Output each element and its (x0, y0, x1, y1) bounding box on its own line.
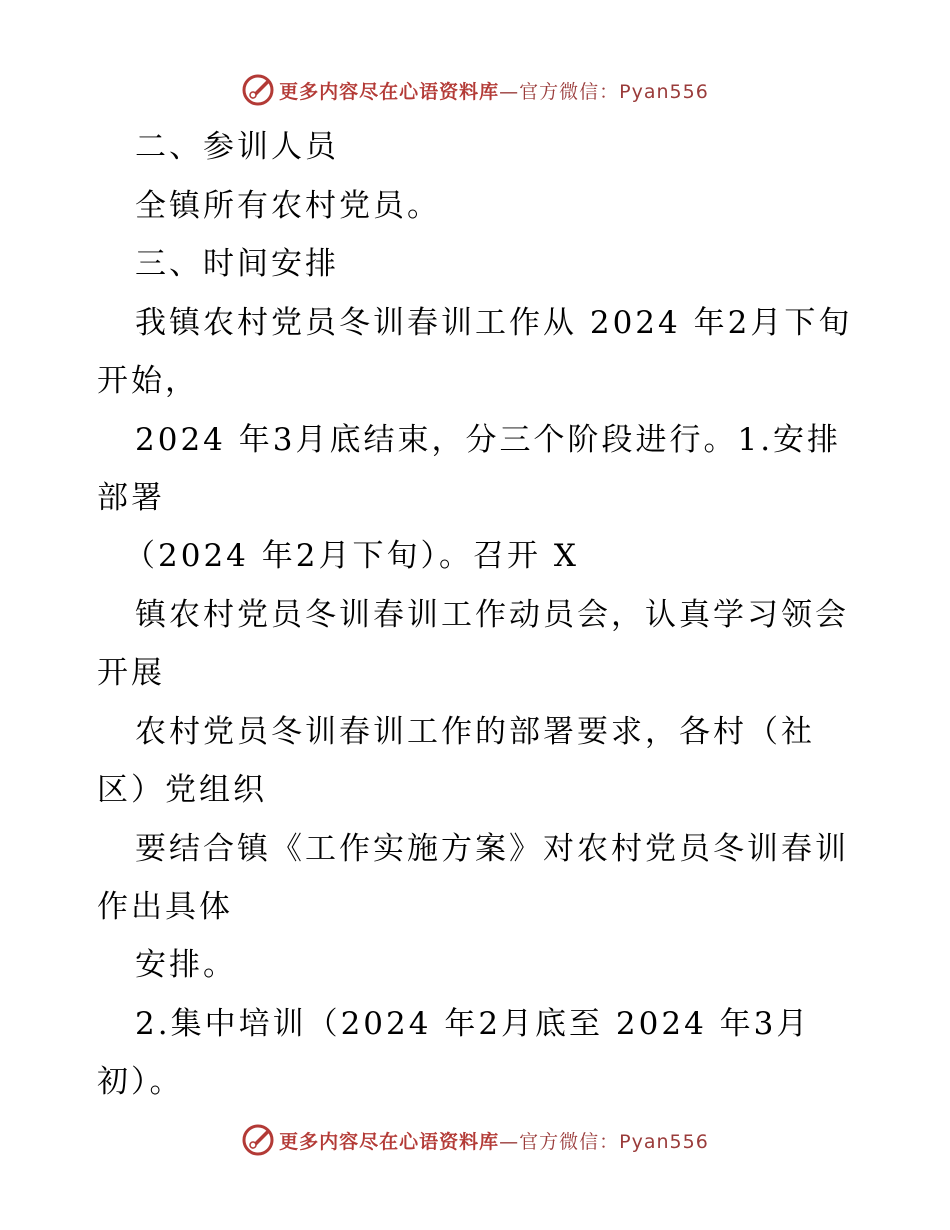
paragraph-line: 2.集中培训（2024 年2月底至 2024 年3月 (135, 1006, 811, 1042)
section-heading: 二、参训人员 (135, 129, 339, 165)
paragraph-line: 作出具体 (97, 889, 233, 925)
paragraph-line: 安排。 (135, 947, 237, 983)
paragraph-line: 全镇所有农村党员。 (135, 188, 441, 224)
quill-logo-icon (241, 1123, 275, 1157)
paragraph-line: 要结合镇《工作实施方案》对农村党员冬训春训 (135, 831, 849, 867)
paragraph-line: 2024 年3月底结束，分三个阶段进行。1.安排 (135, 422, 842, 458)
paragraph-line: 我镇农村党员冬训春训工作从 2024 年2月下旬 (135, 305, 853, 341)
paragraph-line: 区）党组织 (97, 772, 267, 808)
paragraph-line: 镇农村党员冬训春训工作动员会，认真学习领会 (135, 597, 849, 633)
header-watermark (0, 70, 950, 110)
paragraph-line: （2024 年2月下旬）。召开 X (124, 538, 579, 574)
quill-logo-icon (241, 73, 275, 107)
paragraph-line: 开始， (97, 363, 199, 399)
section-heading: 三、时间安排 (135, 246, 339, 282)
paragraph-line: 开展 (97, 655, 165, 691)
watermark-text: 更多内容尽在心语资料库—官方微信：Pyan556 (279, 80, 709, 103)
paragraph-line: 部署 (97, 480, 165, 516)
paragraph-line: 农村党员冬训春训工作的部署要求，各村（社 (135, 714, 815, 750)
watermark-text: 更多内容尽在心语资料库—官方微信：Pyan556 (279, 1130, 709, 1153)
paragraph-line: 初）。 (97, 1064, 184, 1100)
footer-watermark (0, 1120, 950, 1160)
